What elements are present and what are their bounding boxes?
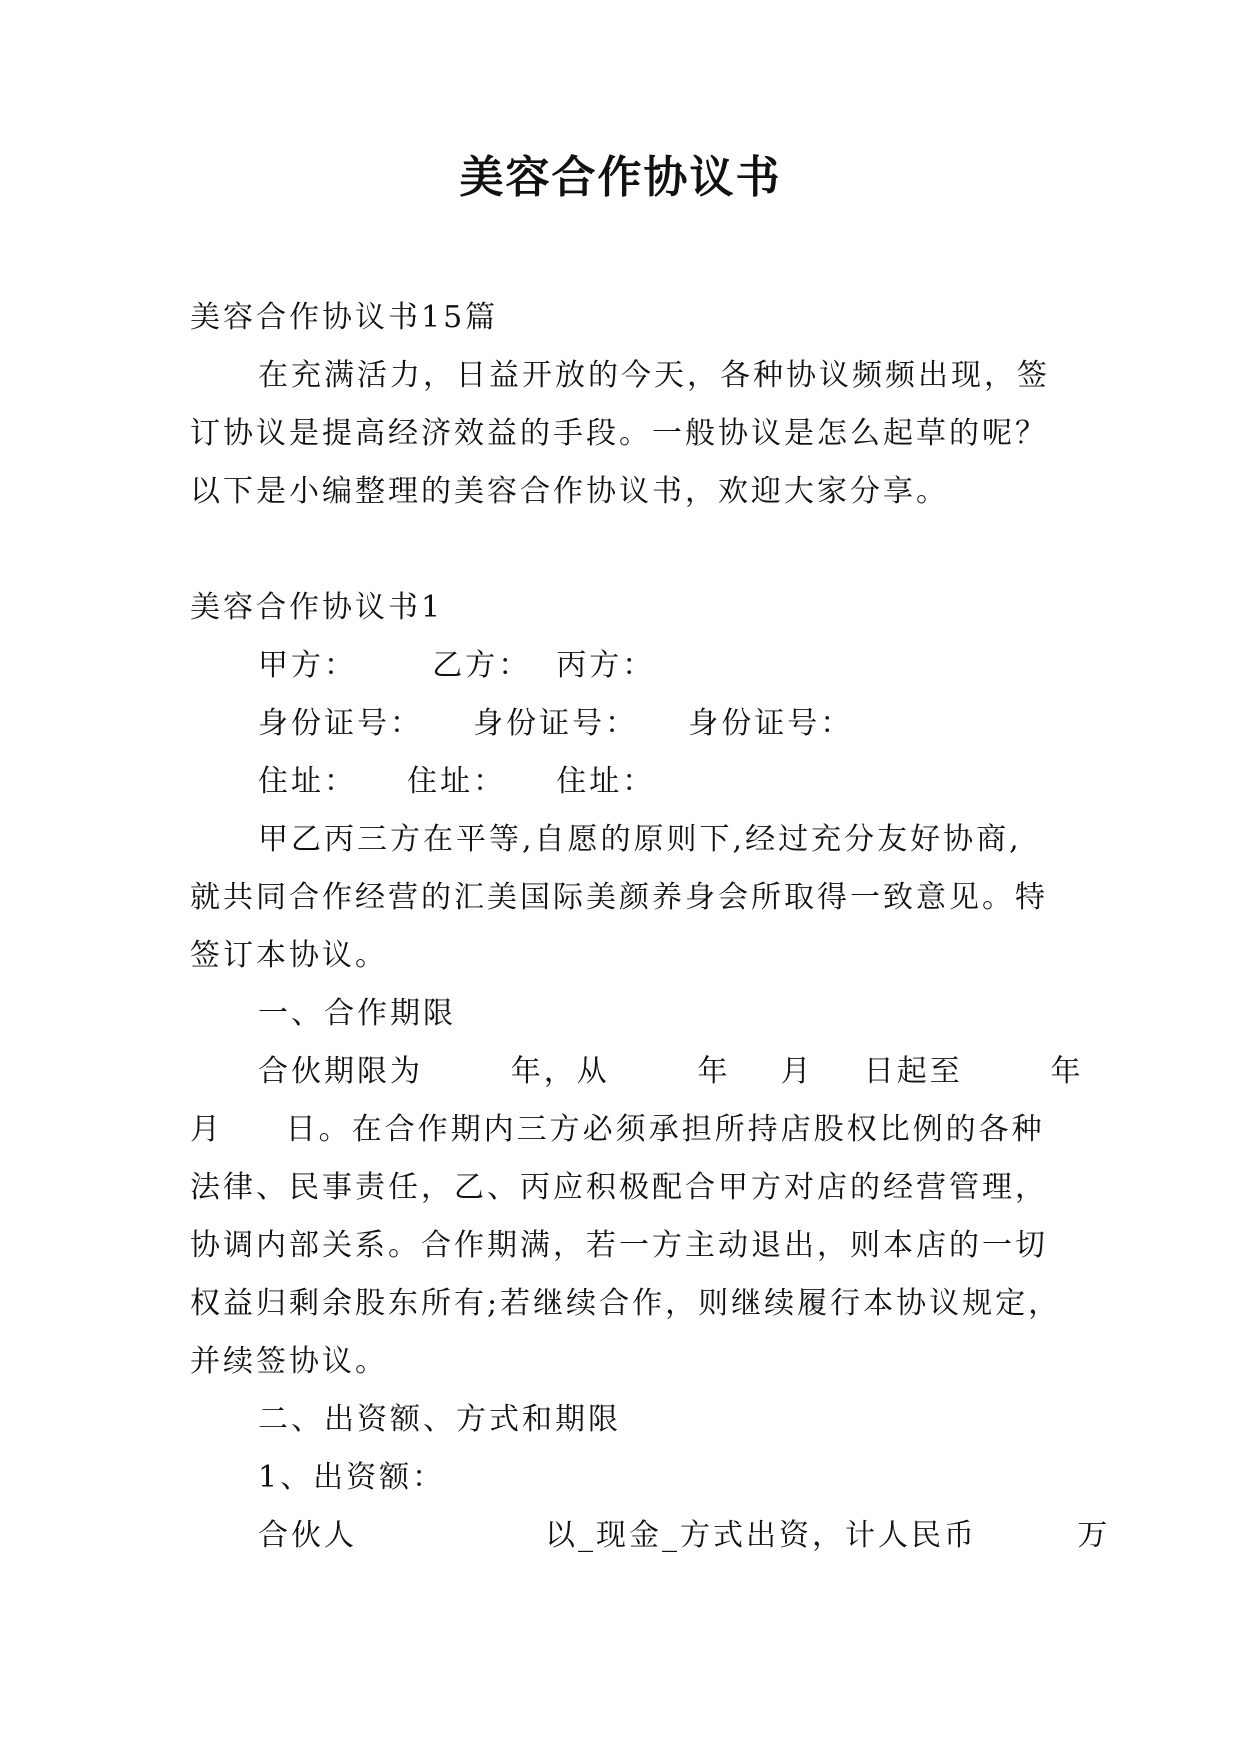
subtitle-line: 美容合作协议书15篇: [190, 300, 499, 335]
body-paragraph-line: 就共同合作经营的汇美国际美颜养身会所取得一致意见。特: [190, 880, 1048, 915]
id-number-line: 身份证号： 身份证号： 身份证号：: [258, 706, 854, 741]
body-paragraph-line: 月 日。在合作期内三方必须承担所持店股权比例的各种: [190, 1112, 1045, 1147]
body-paragraph-line: 合伙人 以_现金_方式出资，计人民币 万: [258, 1518, 1111, 1553]
sub-clause-heading: 1、出资额：: [258, 1460, 446, 1495]
body-paragraph-line: 权益归剩余股东所有;若继续合作，则继续履行本协议规定，: [190, 1286, 1062, 1321]
body-paragraph-line: 签订本协议。: [190, 938, 388, 973]
parties-line: 甲方： 乙方： 丙方：: [258, 648, 656, 683]
document-title: 美容合作协议书: [459, 152, 782, 203]
clause-heading: 二、出资额、方式和期限: [258, 1402, 621, 1437]
section-heading: 美容合作协议书1: [190, 590, 444, 625]
intro-paragraph-line: 以下是小编整理的美容合作协议书，欢迎大家分享。: [190, 474, 949, 509]
body-paragraph-line: 并续签协议。: [190, 1344, 388, 1379]
body-paragraph-line: 甲乙丙三方在平等,自愿的原则下,经过充分友好协商,: [258, 822, 1022, 857]
body-paragraph-line: 合伙期限为 年，从 年 月 日起至 年: [258, 1054, 1084, 1089]
body-paragraph-line: 法律、民事责任，乙、丙应积极配合甲方对店的经营管理，: [190, 1170, 1048, 1205]
intro-paragraph-line: 订协议是提高经济效益的手段。一般协议是怎么起草的呢？: [190, 416, 1048, 451]
address-line: 住址： 住址： 住址：: [258, 764, 656, 799]
clause-heading: 一、合作期限: [258, 996, 456, 1031]
intro-paragraph-line: 在充满活力，日益开放的今天，各种协议频频出现，签: [258, 358, 1050, 393]
body-paragraph-line: 协调内部关系。合作期满，若一方主动退出，则本店的一切: [190, 1228, 1048, 1263]
